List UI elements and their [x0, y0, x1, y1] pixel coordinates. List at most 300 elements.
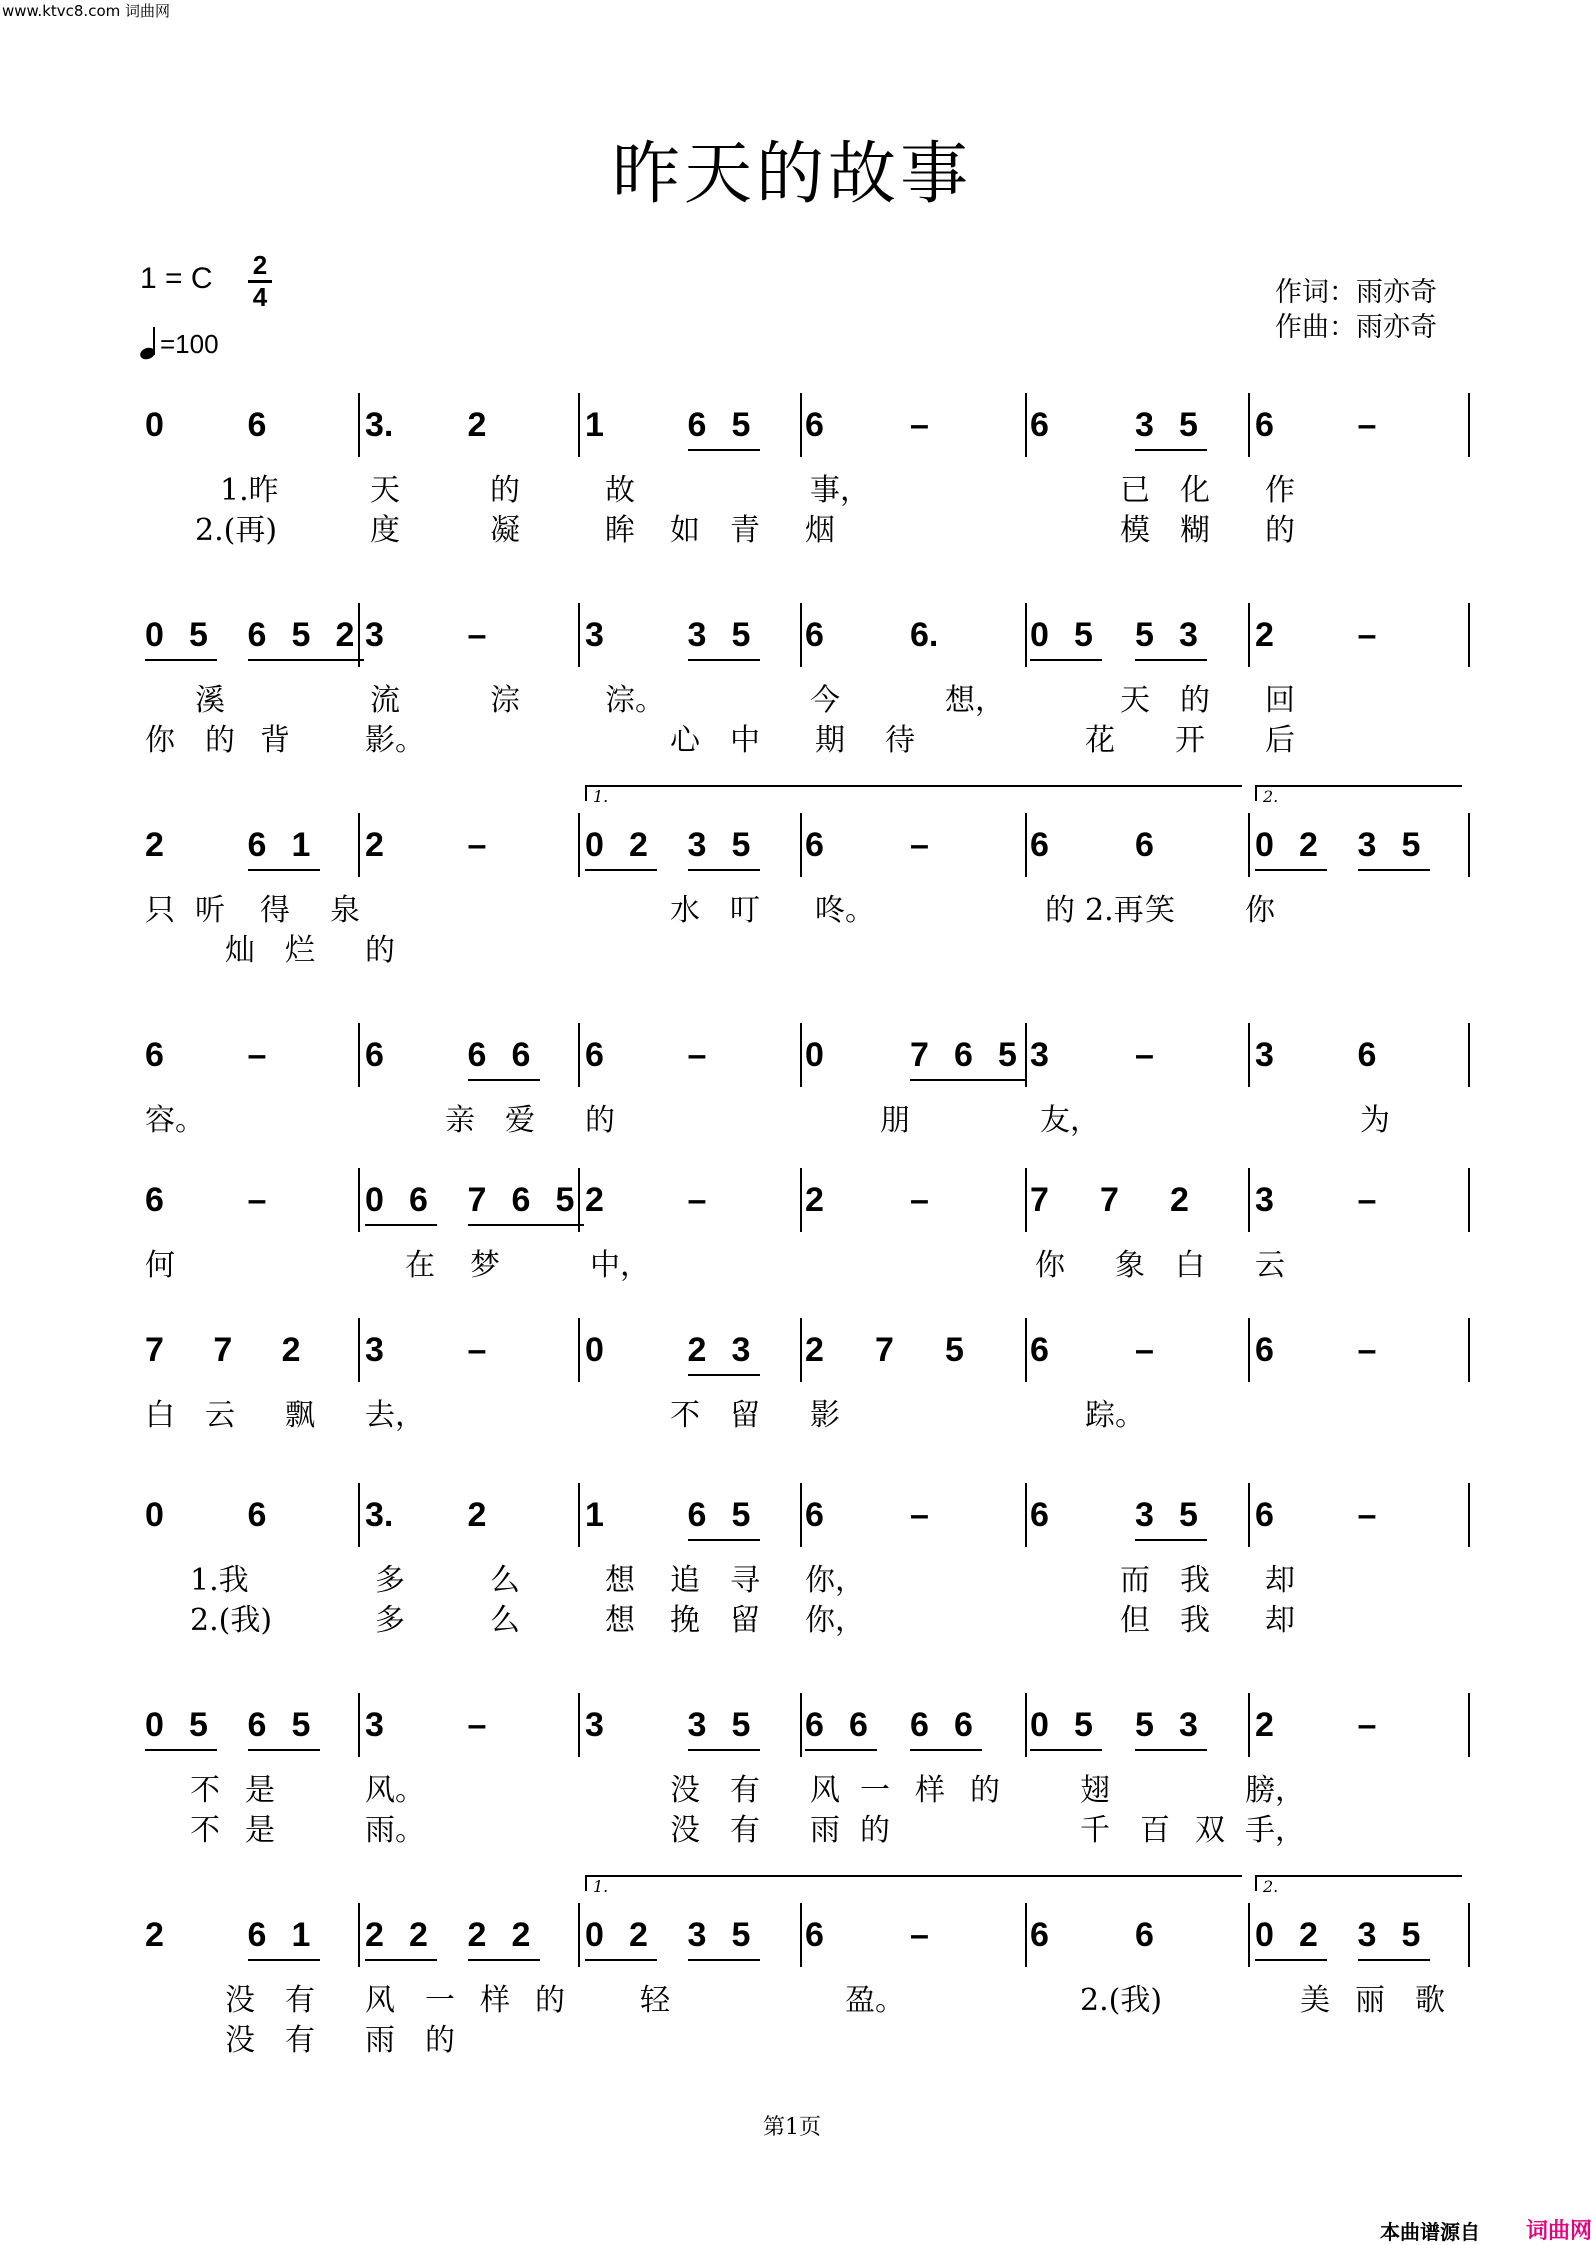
note: 6 [805, 406, 824, 444]
barline [1248, 603, 1250, 667]
lyric-syllable: 么 [490, 1563, 520, 1598]
note: 5 [731, 1496, 751, 1534]
lyric-syllable: 的 [425, 2023, 455, 2058]
lyrics-verse-1 [0, 885, 1584, 928]
barline [358, 1483, 360, 1547]
barline [578, 1318, 580, 1382]
note: 2 [365, 1916, 384, 1954]
beam-line [248, 659, 364, 661]
note: 5 [731, 1706, 751, 1744]
barline [1468, 1318, 1470, 1382]
note: 0 [1255, 826, 1274, 864]
first-ending-label: 1. [593, 1877, 609, 1896]
note: 2 [335, 616, 355, 654]
barline [1248, 1318, 1250, 1382]
beam-line [688, 449, 760, 451]
note: 0 [1255, 1916, 1274, 1954]
note: 3 [1135, 406, 1154, 444]
note: 6 [954, 1706, 973, 1744]
dash: – [1357, 1181, 1377, 1219]
note: 5 [189, 616, 208, 654]
lyric-syllable: 的 [365, 933, 395, 968]
barline [358, 393, 360, 457]
beam-line [248, 869, 320, 871]
lyrics-verse-1 [0, 1240, 1584, 1283]
second-ending-bracket [1255, 785, 1462, 806]
note: 3 [365, 1331, 384, 1369]
lyric-syllable: 叮 [730, 893, 760, 928]
note: 5 [1074, 616, 1093, 654]
barline [358, 813, 360, 877]
first-ending-bracket [585, 1875, 1242, 1896]
lyric-syllable: 烂 [285, 933, 315, 968]
barline [1468, 1483, 1470, 1547]
lyric-syllable: 影。 [365, 723, 425, 758]
lyric-syllable: 想 [605, 1563, 635, 1598]
dash: – [247, 1181, 267, 1219]
dash: – [1135, 1331, 1154, 1369]
note: 2 [1299, 1916, 1318, 1954]
note: 2 [805, 1181, 824, 1219]
lyric-syllable: 模 [1120, 513, 1150, 548]
lyric-syllable: 的 [1180, 683, 1210, 718]
lyric-syllable: 美 [1300, 1983, 1330, 2018]
lyric-syllable: 是 [245, 1813, 275, 1848]
lyric-syllable: 在 [405, 1248, 435, 1283]
note: 3 [1357, 826, 1377, 864]
beam-line [1358, 869, 1430, 871]
dash: – [910, 1916, 929, 1954]
note: 0 [145, 616, 164, 654]
source-note: 本曲谱源自 [1380, 2220, 1480, 2244]
notation-line [0, 615, 1584, 675]
note: 2 [145, 1916, 164, 1954]
note: 5 [731, 1916, 751, 1954]
note: 3 [1179, 1706, 1198, 1744]
lyric-syllable: 云 [205, 1398, 235, 1433]
lyrics-verse-2 [0, 925, 1584, 968]
beam-line [468, 1959, 540, 1961]
dash: – [247, 1036, 267, 1074]
lyric-syllable: 的 [205, 723, 235, 758]
note: 6 [1030, 406, 1049, 444]
note: 6 [1357, 1036, 1377, 1074]
note: 5 [1135, 616, 1154, 654]
note: 1 [585, 1496, 604, 1534]
note: 0 [1030, 616, 1049, 654]
lyric-syllable: 追 [670, 1563, 700, 1598]
beam-line [1135, 1539, 1207, 1541]
note: 6 [1030, 1496, 1049, 1534]
barline [578, 603, 580, 667]
dash: – [910, 1496, 929, 1534]
note: 0 [585, 826, 604, 864]
barline [578, 813, 580, 877]
note: 2 [629, 826, 648, 864]
note: 2 [1255, 1706, 1274, 1744]
dash: – [1357, 406, 1377, 444]
key-signature: 1 = C [140, 262, 213, 295]
note: 3 [731, 1331, 751, 1369]
quarter-note-icon [140, 325, 158, 359]
dash: – [1357, 1331, 1377, 1369]
lyric-syllable: 盈。 [845, 1983, 905, 2018]
note: 5 [731, 826, 751, 864]
lyric-syllable: 你， [805, 1563, 865, 1598]
beam-line [1030, 659, 1102, 661]
lyric-syllable: 去， [365, 1398, 425, 1433]
lyric-syllable: 容。 [145, 1103, 205, 1138]
note: 6 [1255, 406, 1274, 444]
note: 2 [409, 1916, 428, 1954]
lyrics-verse-1 [0, 465, 1584, 508]
tempo-marking [140, 325, 219, 360]
lyric-syllable: 听 [195, 893, 225, 928]
lyric-syllable: 却 [1265, 1563, 1295, 1598]
lyric-syllable: 的 [1265, 513, 1295, 548]
time-bottom: 4 [252, 282, 268, 312]
dash: – [910, 826, 929, 864]
lyric-syllable: 一 [425, 1983, 455, 2018]
lyric-syllable: 雨 [810, 1813, 840, 1848]
first-ending-bracket [585, 785, 1242, 806]
note: 3 [365, 616, 384, 654]
note: 2 [511, 1916, 531, 1954]
note: 3 [1135, 1496, 1154, 1534]
barline [1468, 603, 1470, 667]
note: 6 [1135, 826, 1154, 864]
note: 3 [687, 1916, 707, 1954]
note: 6 [910, 1706, 929, 1744]
barline [578, 1903, 580, 1967]
note: 0 [585, 1916, 604, 1954]
note: 3 [1255, 1181, 1274, 1219]
lyric-syllable: 而 [1120, 1563, 1150, 1598]
barline [1468, 393, 1470, 457]
lyric-syllable: 期 [815, 723, 845, 758]
note: 2 [805, 1331, 824, 1369]
note: 5 [291, 1706, 311, 1744]
note: 5 [291, 616, 311, 654]
note: 5 [1179, 1496, 1198, 1534]
note: 6 [247, 406, 267, 444]
lyrics-verse-2 [0, 1805, 1584, 1848]
note: 6 [1255, 1331, 1274, 1369]
note: 2 [1255, 616, 1274, 654]
time-top: 2 [252, 250, 268, 280]
lyric-syllable: 得 [260, 893, 290, 928]
note: 6 [247, 1916, 267, 1954]
note: 0 [585, 1331, 604, 1369]
lyrics-verse-1 [0, 1555, 1584, 1598]
lyric-syllable: 1.昨 [220, 473, 279, 508]
lyric-syllable: 已 [1120, 473, 1150, 508]
note: 3 [365, 1706, 384, 1744]
lyric-syllable: 你 [145, 723, 175, 758]
note: 6 [805, 1496, 824, 1534]
barline [1025, 393, 1027, 457]
barline [578, 1168, 580, 1232]
lyric-syllable: 白 [145, 1398, 175, 1433]
lyric-syllable: 是 [245, 1773, 275, 1808]
note: 3 [687, 826, 707, 864]
lyric-syllable: 开 [1175, 723, 1205, 758]
lyric-syllable: 的 [1045, 893, 1075, 928]
lyric-syllable: 亲 [445, 1103, 475, 1138]
lyric-syllable: 白 [1175, 1248, 1205, 1283]
lyric-syllable: 天 [370, 473, 400, 508]
dash: – [1357, 1496, 1377, 1534]
note: 1 [585, 406, 604, 444]
lyric-syllable: 只 [145, 893, 175, 928]
note: 6 [1030, 1331, 1049, 1369]
note: 7 [467, 1181, 487, 1219]
note: 2 [1170, 1181, 1189, 1219]
note: 5 [1401, 826, 1421, 864]
note: 6 [145, 1036, 164, 1074]
site-logo: 词曲网 [1526, 2219, 1592, 2244]
note: 3. [365, 1496, 394, 1534]
lyric-syllable: 我 [1180, 1603, 1210, 1638]
lyric-syllable: 事， [810, 473, 870, 508]
lyric-syllable: 烟 [805, 513, 835, 548]
note: 5 [731, 616, 751, 654]
note: 6. [910, 616, 939, 654]
lyric-syllable: 有 [285, 1983, 315, 2018]
beam-line [365, 1959, 437, 1961]
barline [800, 1168, 802, 1232]
barline [358, 1318, 360, 1382]
lyric-syllable: 多 [375, 1603, 405, 1638]
lyric-syllable: 故 [605, 473, 635, 508]
tempo-value: =100 [160, 329, 219, 359]
beam-line [805, 1749, 877, 1751]
note: 7 [213, 1331, 233, 1369]
lyric-syllable: 双 [1195, 1813, 1225, 1848]
note: 5 [998, 1036, 1017, 1074]
dash: – [467, 1331, 487, 1369]
beam-line [910, 1079, 1026, 1081]
barline [1248, 1168, 1250, 1232]
beam-line [688, 1539, 760, 1541]
barline [1025, 1903, 1027, 1967]
note: 6 [1255, 1496, 1274, 1534]
barline [358, 603, 360, 667]
lyric-syllable: 淙。 [605, 683, 665, 718]
dash: – [1357, 1706, 1377, 1744]
lyrics-verse-1 [0, 1765, 1584, 1808]
beam-line [248, 1959, 320, 1961]
note: 2 [629, 1916, 648, 1954]
note: 2 [281, 1331, 301, 1369]
note: 5 [555, 1181, 575, 1219]
beam-line [145, 1749, 217, 1751]
beam-line [1255, 869, 1327, 871]
note: 0 [145, 406, 164, 444]
note: 6 [687, 1496, 707, 1534]
lyric-syllable: 爱 [505, 1103, 535, 1138]
barline [1468, 813, 1470, 877]
barline [1248, 1023, 1250, 1087]
page-number: 第1页 [763, 2115, 821, 2140]
lyric-syllable: 水 [670, 893, 700, 928]
dash: – [687, 1181, 707, 1219]
lyric-syllable: 有 [730, 1773, 760, 1808]
notation-line [0, 1495, 1584, 1555]
dash: – [910, 406, 929, 444]
lyric-syllable: 泉 [330, 893, 360, 928]
lyric-syllable: 梦 [470, 1248, 500, 1283]
lyric-syllable: 样 [915, 1773, 945, 1808]
lyric-syllable: 留 [730, 1398, 760, 1433]
lyric-syllable: 影 [810, 1398, 840, 1433]
lyric-syllable: 没 [670, 1813, 700, 1848]
lyric-syllable: 花 [1085, 723, 1115, 758]
lyric-syllable: 留 [730, 1603, 760, 1638]
barline [1468, 1023, 1470, 1087]
beam-line [688, 659, 760, 661]
beam-line [248, 1749, 320, 1751]
barline [1248, 1693, 1250, 1757]
note: 6 [954, 1036, 973, 1074]
lyrics-verse-2 [0, 1595, 1584, 1638]
barline [1248, 813, 1250, 877]
lyric-syllable: 你， [805, 1603, 865, 1638]
beam-line [1135, 449, 1207, 451]
note: 6 [511, 1036, 531, 1074]
beam-line [585, 1959, 657, 1961]
beam-line [688, 1749, 760, 1751]
beam-line [688, 1374, 760, 1376]
lyric-syllable: 象 [1115, 1248, 1145, 1283]
note: 2 [365, 826, 384, 864]
notation-line [0, 1330, 1584, 1390]
lyric-syllable: 为 [1360, 1103, 1390, 1138]
note: 2 [145, 826, 164, 864]
lyric-syllable: 的 [585, 1103, 615, 1138]
note: 3 [585, 1706, 604, 1744]
barline [1025, 813, 1027, 877]
note: 7 [1030, 1181, 1049, 1219]
note: 5 [1074, 1706, 1093, 1744]
barline [358, 1168, 360, 1232]
lyric-syllable: 1.我 [190, 1563, 249, 1598]
barline [1025, 1318, 1027, 1382]
lyric-syllable: 不 [190, 1813, 220, 1848]
note: 6 [1135, 1916, 1154, 1954]
lyric-syllable: 淙 [490, 683, 520, 718]
note: 6 [247, 1706, 267, 1744]
lyric-syllable: 待 [885, 723, 915, 758]
note: 3 [1030, 1036, 1049, 1074]
lyrics-verse-2 [0, 505, 1584, 548]
lyric-syllable: 化 [1180, 473, 1210, 508]
barline [800, 813, 802, 877]
notation-line [0, 405, 1584, 465]
first-ending-label: 1. [593, 787, 609, 806]
note: 2 [687, 1331, 707, 1369]
lyric-syllable: 挽 [670, 1603, 700, 1638]
notation-line [0, 825, 1584, 885]
lyric-syllable: 但 [1120, 1603, 1150, 1638]
dash: – [1135, 1036, 1154, 1074]
barline [800, 1483, 802, 1547]
lyric-syllable: 我 [1180, 1563, 1210, 1598]
lyric-syllable: 何 [145, 1248, 175, 1283]
note: 6 [805, 1706, 824, 1744]
note: 3 [1179, 616, 1198, 654]
note: 3 [1357, 1916, 1377, 1954]
lyrics-verse-1 [0, 675, 1584, 718]
beam-line [468, 1224, 584, 1226]
note: 0 [805, 1036, 824, 1074]
lyric-syllable: 雨 [365, 2023, 395, 2058]
lyric-syllable: 2.再 [1085, 893, 1144, 928]
note: 1 [291, 1916, 311, 1954]
note: 3 [585, 616, 604, 654]
note: 6 [467, 1036, 487, 1074]
barline [1025, 1693, 1027, 1757]
barline [578, 1693, 580, 1757]
note: 7 [910, 1036, 929, 1074]
barline [800, 1318, 802, 1382]
lyric-syllable: 回 [1265, 683, 1295, 718]
note: 6 [145, 1181, 164, 1219]
site-watermark: www.ktvc8.com 词曲网 [2, 2, 171, 20]
barline [1025, 603, 1027, 667]
lyric-syllable: 风 [810, 1773, 840, 1808]
lyric-syllable: 你 [1035, 1248, 1065, 1283]
lyric-syllable: 凝 [490, 513, 520, 548]
composer-credit: 作曲：雨亦奇 [1275, 312, 1437, 343]
lyric-syllable: 朋 [880, 1103, 910, 1138]
lyric-syllable: 的 [860, 1813, 890, 1848]
lyric-syllable: 没 [670, 1773, 700, 1808]
barline [578, 1483, 580, 1547]
lyric-syllable: 没 [225, 2023, 255, 2058]
lyric-syllable: 灿 [225, 933, 255, 968]
note: 6 [247, 826, 267, 864]
barline [800, 1903, 802, 1967]
lyric-syllable: 2.(再) [195, 513, 278, 548]
beam-line [688, 1959, 760, 1961]
note: 0 [145, 1496, 164, 1534]
lyric-syllable: 风。 [365, 1773, 425, 1808]
lyric-syllable: 2.(我) [1080, 1983, 1163, 2018]
barline [1468, 1693, 1470, 1757]
beam-line [1255, 1959, 1327, 1961]
note: 6 [687, 406, 707, 444]
lyrics-verse-1 [0, 1975, 1584, 2018]
note: 6 [585, 1036, 604, 1074]
lyric-syllable: 如 [670, 513, 700, 548]
note: 6 [409, 1181, 428, 1219]
note: 5 [189, 1706, 208, 1744]
lyric-syllable: 咚。 [815, 893, 875, 928]
lyric-syllable: 后 [1265, 723, 1295, 758]
time-signature [248, 252, 272, 311]
lyric-syllable: 度 [370, 513, 400, 548]
dash: – [467, 826, 487, 864]
lyric-syllable: 今 [810, 683, 840, 718]
lyric-syllable: 笑 [1145, 893, 1175, 928]
barline [1248, 1903, 1250, 1967]
beam-line [688, 869, 760, 871]
beam-line [365, 1224, 437, 1226]
dash: – [467, 1706, 487, 1744]
lyric-syllable: 样 [480, 1983, 510, 2018]
second-ending-bracket [1255, 1875, 1462, 1896]
